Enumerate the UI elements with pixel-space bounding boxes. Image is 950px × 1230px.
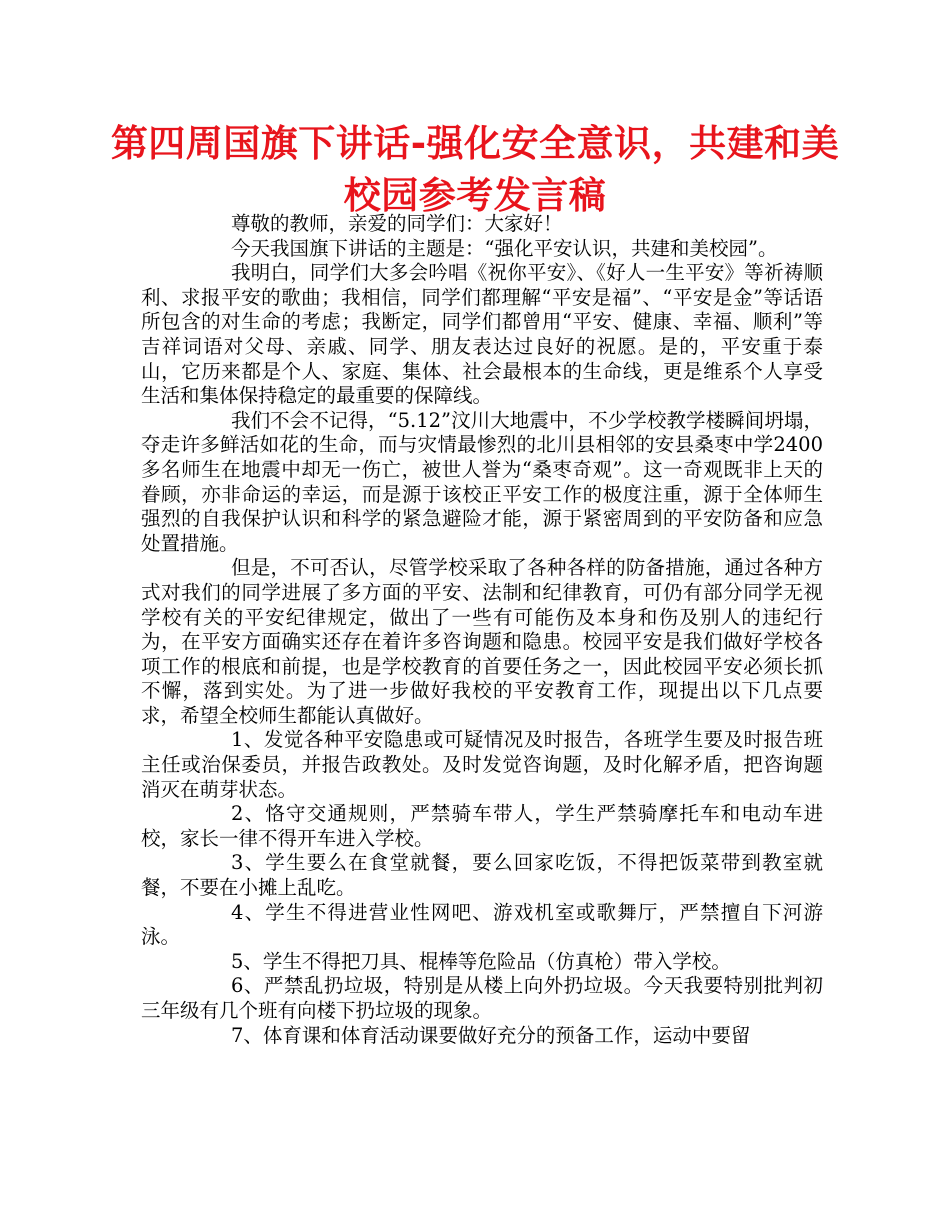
- paragraph-topic: 今天我国旗下讲话的主题是：“强化平安认识，共建和美校园”。: [231, 236, 778, 260]
- requirement-item-6: 6、严禁乱扔垃圾，特别是从楼上向外扔垃圾。今天我要特别批判初三年级有几个班有向楼下扔垃圾的现象。: [141, 974, 823, 1022]
- paragraph-earthquake-example: 我们不会不记得，“5.12”汶川大地震中，不少学校教学楼瞬间坍塌，夺走许多鲜活如花的生命，而与灾情最惨烈的北川县相邻的安县桑枣中学2400多名师生在地震中却无一伤亡，被世人誉为“桑枣奇观”。这一奇观既非上天的眷顾，亦非命运的幸运，而是源于该校正平安工作的极度注重，源于全体师生强烈的自我保护认识和科学的紧急避险才能，源于紧密周到的平安防备和应急处置措施。: [141, 408, 823, 555]
- document-body: [141, 212, 823, 1048]
- requirement-item-5: 5、学生不得把刀具、棍棒等危险品（仿真枪）带入学校。: [231, 949, 731, 973]
- paragraph-safety-meaning: 我明白，同学们大多会吟唱《祝你平安》、《好人一生平安》等祈祷顺利、求报平安的歌曲；我相信，同学们都理解“平安是福”、“平安是金”等话语所包含的对生命的考虑；我断定，同学们都曾用“平安、健康、幸福、顺利”等吉祥词语对父母、亲戚、同学、朋友表达过良好的祝愿。是的，平安重于泰山，它历来都是个人、家庭、集体、社会最根本的生命线，更是维系个人享受生活和集体保持稳定的最重要的保障线。: [141, 261, 823, 408]
- requirement-item-2: 2、恪守交通规则，严禁骑车带人，学生严禁骑摩托车和电动车进校，家长一律不得开车进入学校。: [141, 802, 823, 850]
- requirement-item-7: 7、体育课和体育活动课要做好充分的预备工作，运动中要留: [231, 1023, 751, 1047]
- requirement-item-4: 4、学生不得进营业性网吧、游戏机室或歌舞厅，严禁擅自下河游泳。: [141, 900, 823, 949]
- paragraph-greeting: 尊敬的教师，亲爱的同学们：大家好！: [231, 212, 563, 235]
- document-title: 第四周国旗下讲话-强化安全意识，共建和美校园参考发言稿: [110, 122, 840, 217]
- requirement-item-1: 1、发觉各种平安隐患或可疑情况及时报告，各班学生要及时报告班主任或治保委员，并报告政教处。及时发觉咨询题，及时化解矛盾，把咨询题消灭在萌芽状态。: [141, 728, 823, 801]
- requirement-item-3: 3、学生要么在食堂就餐，要么回家吃饭，不得把饭菜带到教室就餐，不要在小摊上乱吃。: [141, 851, 823, 900]
- paragraph-problems-and-requirements: 但是，不可否认，尽管学校采取了各种各样的防备措施，通过各种方式对我们的同学进展了多方面的平安、法制和纪律教育，可仍有部分同学无视学校有关的平安纪律规定，做出了一些有可能伤及本身和伤及别人的违纪行为，在平安方面确实还存在着许多咨询题和隐患。校园平安是我们做好学校各项工作的根底和前提，也是学校教育的首要任务之一，因此校园平安必须长抓不懈，落到实处。为了进一步做好我校的平安教育工作，现提出以下几点要求，希望全校师生都能认真做好。: [141, 556, 823, 727]
